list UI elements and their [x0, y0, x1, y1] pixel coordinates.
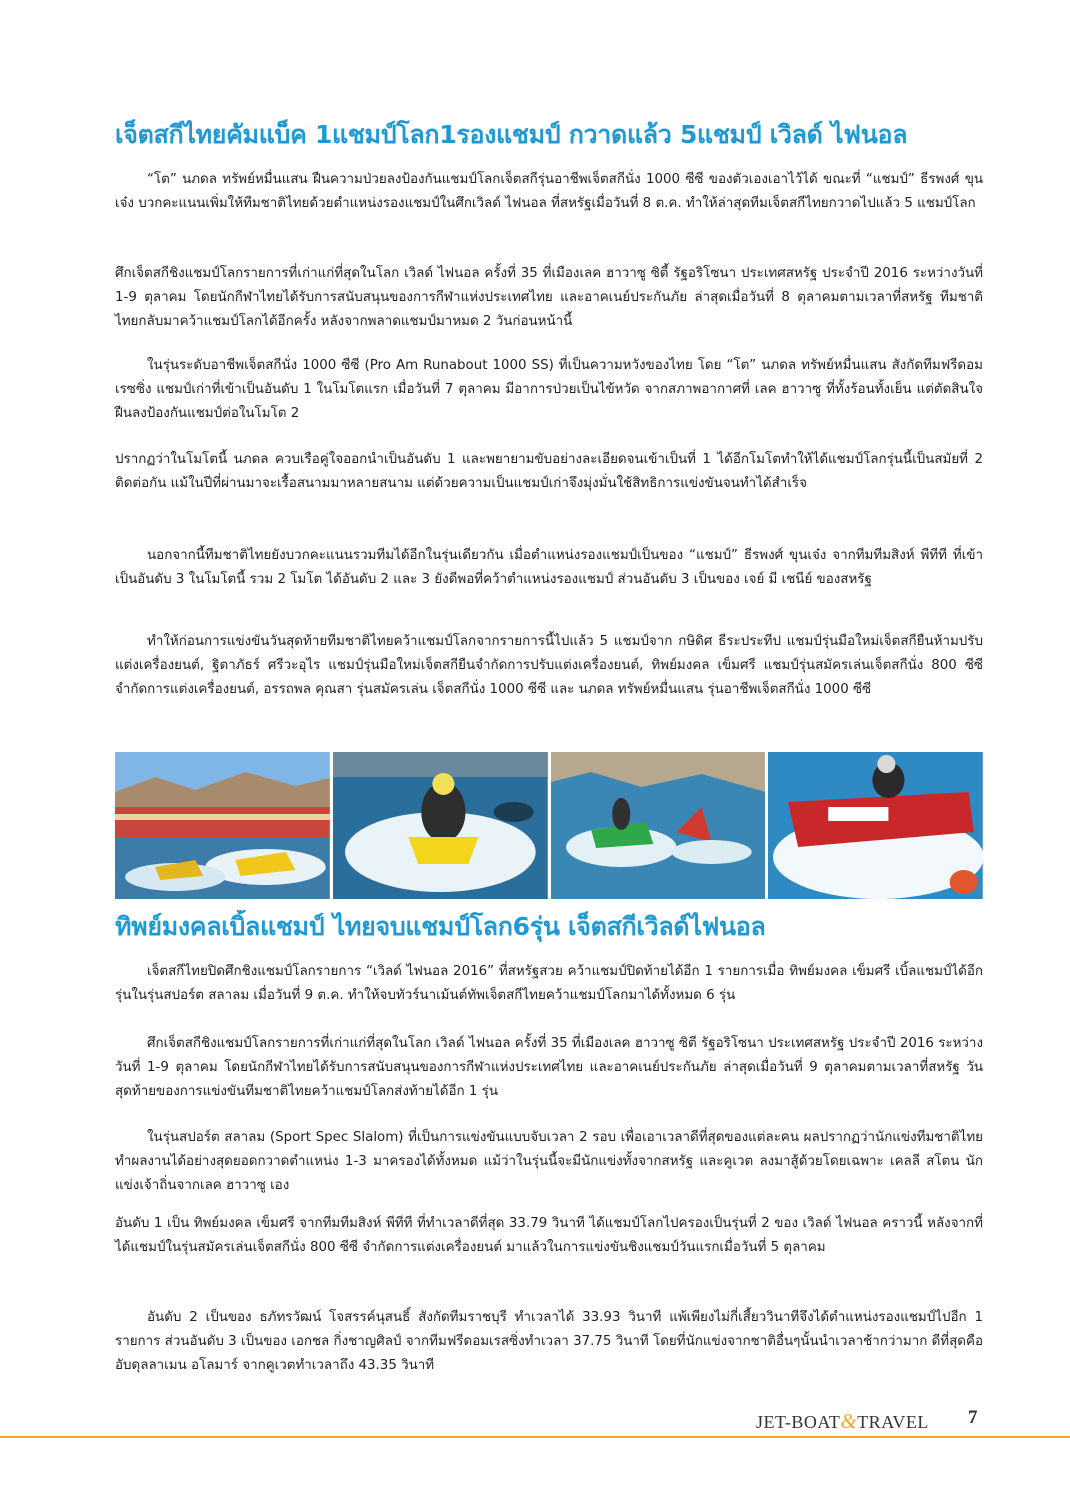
article1-paragraph-4: ปรากฏว่าในโมโตนี้ นภดล ควบเรือคู่ใจออกนำเป็นอันดับ 1 และพยายามขับอย่างละเอียดจนเข้าเป็นที่ 1 ได้อีกโมโตทำให้ได้แชมป์โลกรุ่นนี้เป็นสมัยที่ 2 ติดต่อกัน แม้ในปีที่ผ่านมาจะเรื้อสนามมาหลายสนาม แต่ด้วยความเป็นแชมป์เก่าจึงมุ่งมั่นใช้สิทธิการแข่งขันจนทำได้สำเร็จ	[115, 452, 983, 491]
article2-paragraph-5: อันดับ 2 เป็นของ ธภัทรวัฒน์ โจสรรค์นุสนธิ์ สังกัดทีมราชบุรี ทำเวลาได้ 33.93 วินาที แพ้เพียงไม่กี่เสี้ยววินาทีจึงได้ตำแหน่งรองแชมป์ไปอีก 1 รายการ ส่วนอันดับ 3 เป็นของ เอกชล กิ่งชาญศิลป์ จากทีมฟรีดอมเรสซิ่งทำเวลา 37.75 วินาที โดยที่นักแข่งจากชาติอื่นๆนั้นนำเวลาช้ากว่ามาก ดีที่สุดคือ อับดุลลาเมน อโลมาร์ จากคูเวตทำเวลาถึง 43.35 วินาที	[115, 1310, 983, 1373]
footer-brand-right: TRAVEL	[857, 1412, 929, 1432]
footer-brand-amp: &	[840, 1409, 858, 1433]
article1-paragraph-6: ทำให้ก่อนการแข่งขันวันสุดท้ายทีมชาติไทยคว้าแชมป์โลกจากรายการนี้ไปแล้ว 5 แชมป์จาก กษิดิศ ธีระประทีป แชมป์รุ่นมือใหม่เจ็ตสกียืนห้ามปรับแต่งเครื่องยนต์, ฐิตาภัธร์ ศรีวะอุไร แชมป์รุ่นมือใหม่เจ็ตสกียืนจำกัดการปรับแต่งเครื่องยนต์, ทิพย์มงคล เข็มศรี แชมป์รุ่นสมัครเล่นเจ็ตสกีนั่ง 800 ซีซี จำกัดการแต่งเครื่องยนต์, อรรถพล คุณสา รุ่นสมัครเล่น เจ็ตสกีนั่ง 1000 ซีซี และ นภดล ทรัพย์หมื่นแสน รุ่นอาชีพเจ็ตสกีนั่ง 1000 ซีซี	[115, 634, 983, 697]
article2-paragraph-1: เจ็ตสกีไทยปิดศึกชิงแชมป์โลกรายการ “เวิลด์ ไฟนอล 2016” ที่สหรัฐสวย คว้าแชมป์ปิดท้ายได้อีก 1 รายการเมื่อ ทิพย์มงคล เข็มศรี เบิ้ลแชมป์ได้อีกรุ่นในรุ่นสปอร์ต สลาลม เมื่อวันที่ 9 ต.ค. ทำให้จบทัวร์นาเม้นต์ทัพเจ็ตสกีไทยคว้าแชมป์โลกมาได้ทั้งหมด 6 รุ่น	[115, 964, 983, 1003]
photo-strip	[115, 752, 983, 899]
article1-paragraph-5: นอกจากนี้ทีมชาติไทยยังบวกคะแนนรวมทีมได้อีกในรุ่นเดียวกัน เมื่อตำแหน่งรองแชมป์เป็นของ “แชมป์” ธีรพงศ์ ขุนเจ๋ง จากทีมทีมสิงห์ พีทีที ที่เข้าเป็นอันดับ 3 ในโมโตนี้ รวม 2 โมโต ได้อันดับ 2 และ 3 ยังดีพอที่คว้าตำแหน่งรองแชมป์ ส่วนอันดับ 3 เป็นของ เจย์ มี เชนีย์ ของสหรัฐ	[115, 548, 983, 587]
footer-rule	[0, 1436, 1070, 1438]
footer-brand-left: JET-BOAT	[756, 1412, 841, 1432]
jet-ski-turn-photo	[551, 752, 766, 899]
article1-headline: เจ็ตสกีไทยคัมแบ็ค 1แชมป์โลก1รองแชมป์ กวาดแล้ว 5แชมป์ เวิลด์ ไฟนอล	[115, 120, 908, 149]
jet-ski-crowd-photo	[115, 752, 330, 899]
article2-headline: ทิพย์มงคลเบิ้ลแชมป์ ไทยจบแชมป์โลก6รุ่น เจ็ตสกีเวิลด์ไฟนอล	[115, 912, 766, 941]
article1-paragraph-3: ในรุ่นระดับอาชีพเจ็ตสกีนั่ง 1000 ซีซี (Pro Am Runabout 1000 SS) ที่เป็นความหวังของไทย โดย “โต” นภดล ทรัพย์หมื่นแสน สังกัดทีมฟรีดอม เรซซิ่ง แชมป์เก่าที่เข้าเป็นอันดับ 1 ในโมโตแรก เมื่อวันที่ 7 ตุลาคม มีอาการป่วยเป็นไข้หวัด จากสภาพอากาศที่ เลค ฮาวาซู ที่ทั้งร้อนทั้งเย็น แต่ตัดสินใจฝืนลงป้องกันแชมป์ต่อในโมโต 2	[115, 358, 983, 421]
jet-ski-red-boat-photo	[768, 752, 983, 899]
page-number: 7	[968, 1407, 978, 1428]
article2-paragraph-3: ในรุ่นสปอร์ต สลาลม (Sport Spec Slalom) ที่เป็นการแข่งขันแบบจับเวลา 2 รอบ เพื่อเอาเวลาดีที่สุดของแต่ละคน ผลปรากฏว่านักแข่งทีมชาติไทยทำผลงานได้อย่างสุดยอดกวาดตำแหน่ง 1-3 มาครองได้ทั้งหมด แม้ว่าในรุ่นนี้จะมีนักแข่งทั้งจากสหรัฐ และคูเวต ลงมาสู้ด้วยโดยเฉพาะ เคลลี สโตน นักแข่งเจ้าถิ่นจากเลค ฮาวาซู เอง	[115, 1130, 983, 1193]
article2-paragraph-2: ศึกเจ็ตสกีชิงแชมป์โลกรายการที่เก่าแก่ที่สุดในโลก เวิลด์ ไฟนอล ครั้งที่ 35 ที่เมืองเลค ฮาวาซู ซิตี รัฐอริโซนา ประเทศสหรัฐ ประจำปี 2016 ระหว่างวันที่ 1-9 ตุลาคม โดยนักกีฬาไทยได้รับการสนับสนุนของการกีฬาแห่งประเทศไทย และอาคเนย์ประกันภัย ล่าสุดเมื่อวันที่ 9 ตุลาคมตามเวลาที่สหรัฐ วันสุดท้ายของการแข่งขันทีมชาติไทยคว้าแชมป์โลกส่งท้ายได้อีก 1 รุ่น	[115, 1036, 983, 1099]
article1-paragraph-2: ศึกเจ็ตสกีชิงแชมป์โลกรายการที่เก่าแก่ที่สุดในโลก เวิลด์ ไฟนอล ครั้งที่ 35 ที่เมืองเลค ฮาวาซู ซิตี้ รัฐอริโซนา ประเทศสหรัฐ ประจำปี 2016 ระหว่างวันที่ 1-9 ตุลาคม โดยนักกีฬาไทยได้รับการสนับสนุนของการกีฬาแห่งประเทศไทย และอาคเนย์ประกันภัย ล่าสุดเมื่อวันที่ 8 ตุลาคมตามเวลาที่สหรัฐ ทีมชาติไทยกลับมาคว้าแชมป์โลกได้อีกครั้ง หลังจากพลาดแชมป์มาหมด 2 วันก่อนหน้านี้	[115, 266, 983, 329]
footer-brand	[756, 1409, 929, 1434]
article1-paragraph-1: “โต” นภดล ทรัพย์หมื่นแสน ฝืนความป่วยลงป้องกันแชมป์โลกเจ็ตสกีรุ่นอาชีพเจ็ตสกีนั่ง 1000 ซีซี ของตัวเองเอาไว้ได้ ขณะที่ “แชมป์” ธีรพงศ์ ขุนเจ๋ง บวกคะแนนเพิ่มให้ทีมชาติไทยด้วยตำแหน่งรองแชมป์ในศึกเวิลด์ ไฟนอล ที่สหรัฐเมื่อวันที่ 8 ต.ค. ทำให้ล่าสุดทีมเจ็ตสกีไทยกวาดไปแล้ว 5 แชมป์โลก	[115, 172, 983, 211]
jet-ski-rider-front-photo	[333, 752, 548, 899]
article2-paragraph-4: อันดับ 1 เป็น ทิพย์มงคล เข็มศรี จากทีมทีมสิงห์ พีทีที ที่ทำเวลาดีที่สุด 33.79 วินาที ได้แชมป์โลกไปครองเป็นรุ่นที่ 2 ของ เวิลด์ ไฟนอล คราวนี้ หลังจากที่ได้แชมป์ในรุ่นสมัครเล่นเจ็ตสกีนั่ง 800 ซีซี จำกัดการแต่งเครื่องยนต์ มาแล้วในการแข่งขันชิงแชมป์วันแรกเมื่อวันที่ 5 ตุลาคม	[115, 1216, 983, 1255]
